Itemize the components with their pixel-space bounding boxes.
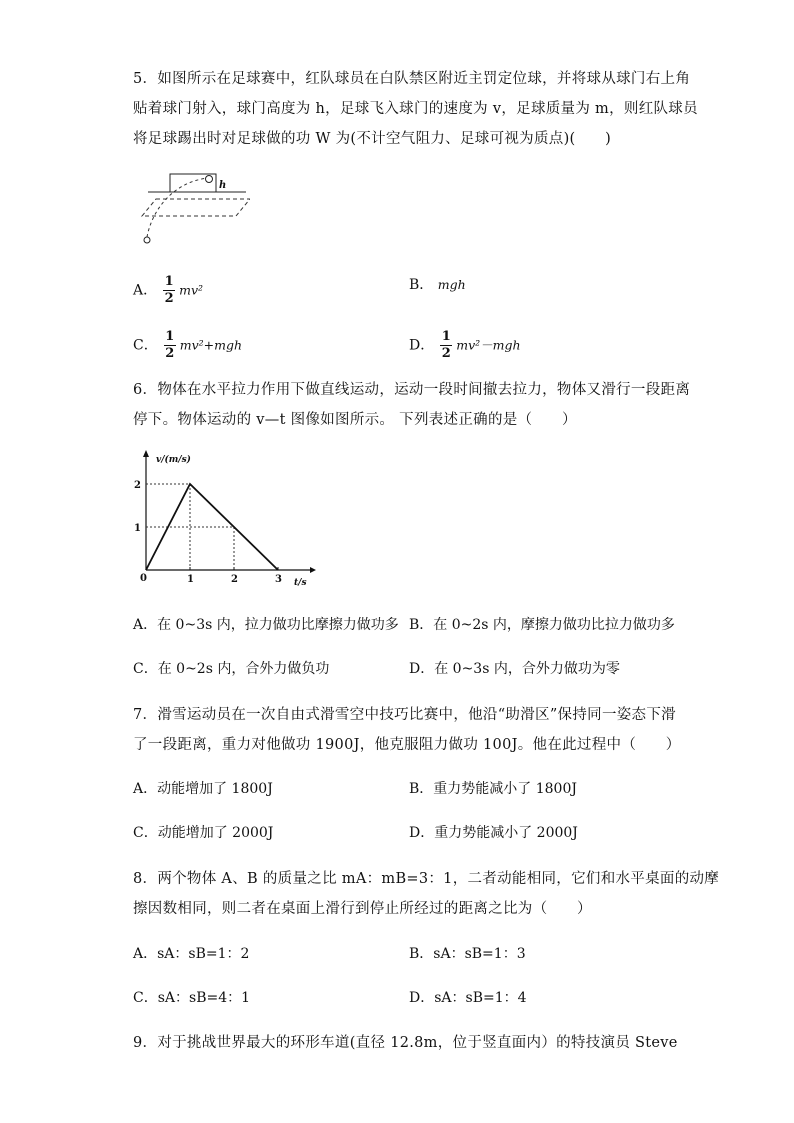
x-tick-label-3: 3 — [275, 574, 282, 585]
q8-line-1: 8．两个物体 A、B 的质量之比 mA：mB=3：1，二者动能相同，它们和水平桌面的动摩 — [133, 871, 720, 887]
q5-option-b[interactable] — [409, 275, 466, 295]
q8-line-2: 擦因数相同，则二者在桌面上滑行到停止所经过的距离之比为（ ） — [133, 901, 592, 917]
q7-line-2: 了一段距离，重力对他做功 1900J，他克服阻力做功 100J。他在此过程中（ ） — [133, 737, 681, 753]
q9-line-1: 9．对于挑战世界最大的环形车道(直径 12.8m，位于竖直面内）的特技演员 Steve — [133, 1035, 678, 1051]
q5-line-3: 将足球踢出时对足球做的功 W 为(不计空气阻力、足球可视为质点)( ) — [133, 131, 612, 147]
q5-option-a[interactable] — [133, 275, 203, 306]
q7-option-c[interactable]: C．动能增加了 2000J — [133, 825, 274, 841]
q5-option-b-letter: B． — [409, 277, 434, 293]
x-tick-label-2: 2 — [231, 574, 238, 585]
q6-line-2: 停下。物体运动的 v—t 图像如图所示。 下列表述正确的是（ ） — [133, 412, 577, 428]
q5-option-a-expr: mv² — [179, 282, 204, 298]
penalty-area — [142, 199, 250, 216]
q5-option-c-expr: mv²+mgh — [179, 337, 243, 353]
q6-option-b[interactable]: B．在 0~2s 内，摩擦力做功比拉力做功多 — [409, 617, 675, 633]
origin-label: 0 — [140, 573, 147, 584]
q6-option-c[interactable]: C．在 0~2s 内，合外力做负功 — [133, 661, 330, 677]
y-axis-label: v/(m/s) — [156, 455, 191, 465]
ball-at-goal — [206, 176, 213, 183]
y-tick-label-2: 2 — [134, 480, 141, 491]
q5-option-d-letter: D． — [409, 337, 435, 354]
q5-figure — [138, 170, 250, 248]
q6-option-a[interactable]: A．在 0~3s 内，拉力做功比摩擦力做功多 — [133, 617, 399, 633]
fraction-half: $\frac{1}{2}$ — [165, 329, 175, 361]
q5-option-d[interactable] — [409, 330, 521, 361]
vt-chart — [128, 448, 318, 590]
ball-trajectory — [147, 178, 208, 237]
q7-option-a[interactable]: A．动能增加了 1800J — [133, 781, 273, 797]
fraction-half: $\frac{1}{2}$ — [441, 329, 451, 361]
q8-option-c[interactable]: C．sA：sB=4：1 — [133, 990, 251, 1006]
x-axis-arrow — [310, 567, 316, 573]
fraction-half: $\frac{1}{2}$ — [164, 274, 174, 306]
x-axis-label: t/s — [294, 578, 307, 588]
q7-option-b[interactable]: B．重力势能减小了 1800J — [409, 781, 577, 797]
q5-option-c-letter: C． — [133, 337, 158, 354]
q5-option-a-letter: A． — [133, 282, 158, 299]
q8-option-d[interactable]: D．sA：sB=1：4 — [409, 990, 527, 1006]
q8-option-b[interactable]: B．sA：sB=1：3 — [409, 946, 526, 962]
q5-option-c[interactable] — [133, 330, 242, 361]
q8-option-a[interactable]: A．sA：sB=1：2 — [133, 946, 250, 962]
q5-line-2: 贴着球门射入，球门高度为 h，足球飞入球门的速度为 v，足球质量为 m，则红队球员 — [133, 101, 698, 117]
y-tick-label-1: 1 — [134, 523, 141, 534]
q6-line-1: 6．物体在水平拉力作用下做直线运动，运动一段时间撤去拉力，物体又滑行一段距离 — [133, 382, 691, 398]
height-label: h — [219, 180, 227, 191]
q5-option-b-expr: mgh — [437, 277, 466, 292]
x-tick-label-1: 1 — [187, 574, 194, 585]
q7-option-d[interactable]: D．重力势能减小了 2000J — [409, 825, 578, 841]
q5-option-d-expr: mv²－mgh — [456, 337, 521, 353]
q7-line-1: 7．滑雪运动员在一次自由式滑雪空中技巧比赛中，他沿“助滑区”保持同一姿态下滑 — [133, 707, 676, 723]
q5-line-1: 5．如图所示在足球赛中，红队球员在白队禁区附近主罚定位球，并将球从球门右上角 — [133, 71, 691, 87]
q6-option-d[interactable]: D．在 0~3s 内，合外力做功为零 — [409, 661, 620, 677]
ball-start — [144, 237, 150, 243]
y-axis-arrow — [143, 450, 149, 457]
